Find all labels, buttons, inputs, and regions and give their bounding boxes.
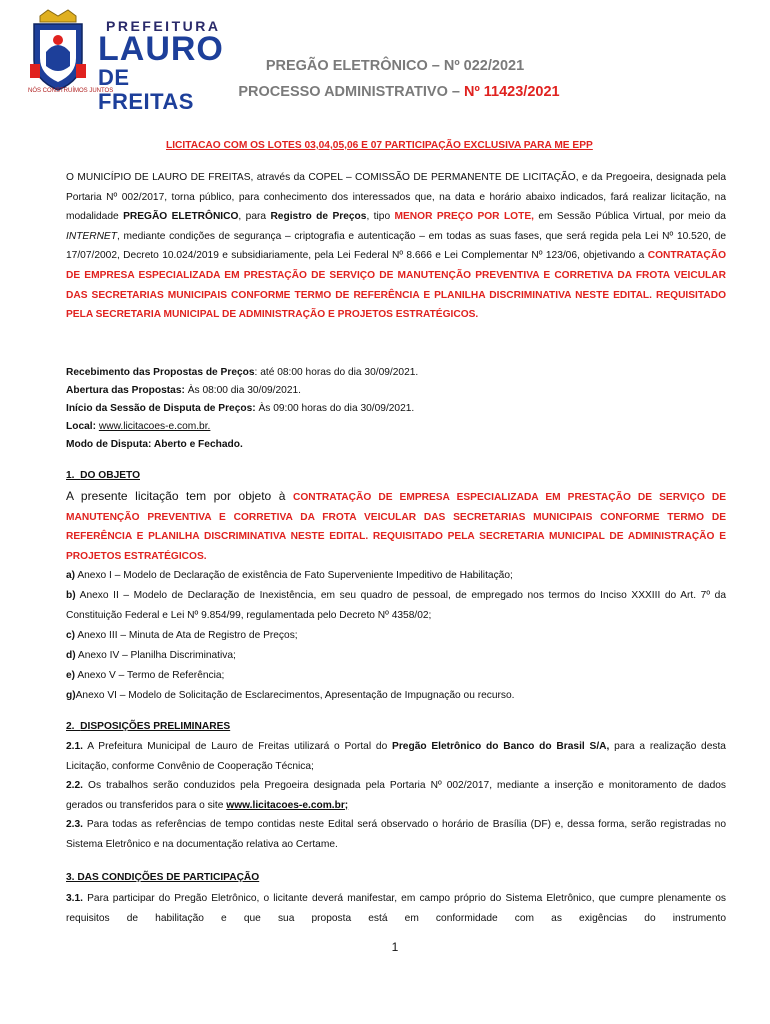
annex-key: a): [66, 570, 76, 581]
clause-text: Os trabalhos serão conduzidos pela Pregoeira designada pela Portaria Nº 002/2017, mediante a inserção e monitoramento de dados gerados ou transferidos para o site: [66, 780, 726, 811]
intro-text-4: em Sessão Pública Virtual, por meio da: [533, 211, 726, 223]
lots-subtitle: LICITACAO COM OS LOTES 03,04,05,06 E 07 PARTICIPAÇÃO EXCLUSIVA PARA ME EPP: [166, 140, 593, 151]
schedule-value-opening: Às 08:00 dia 30/09/2021.: [184, 385, 302, 396]
section-1-number: 1.: [66, 470, 75, 481]
clause-site-link[interactable]: www.licitacoes-e.com.br;: [226, 799, 349, 811]
schedule-label-session: Início da Sessão de Disputa de Preços:: [66, 403, 256, 414]
clause-key: 2.3.: [66, 819, 83, 831]
clause-2-2: [66, 776, 726, 815]
logo-motto: NÓS CONSTRUÍMOS JUNTOS: [28, 88, 114, 94]
clause-3-1: [66, 889, 726, 928]
schedule-local-link[interactable]: www.licitacoes-e.com.br.: [98, 421, 211, 432]
annex-key: g): [66, 690, 76, 701]
clause-text: para a realização desta Licitação, conforme Convênio de Cooperação Técnica;: [66, 741, 726, 772]
section-2-number: 2.: [66, 721, 75, 732]
intro-tipo: MENOR PREÇO POR LOTE,: [394, 211, 534, 223]
annex-text: Anexo VI – Modelo de Solicitação de Esclarecimentos, Apresentação de Impugnação ou recurso.: [75, 690, 515, 701]
logo-prefeitura-text: PREFEITURA: [106, 18, 221, 34]
document-title: PREGÃO ELETRÔNICO – Nº 022/2021: [265, 58, 525, 74]
section-1-object: [66, 487, 726, 566]
annex-text: Anexo II – Modelo de Declaração de Inexistência, em seu quadro de pessoal, de empregado nos termos do Inciso XXXIII do Art. 7º da Constituição Federal e Lei Nº 9.854/99, regulamentada pelo Decreto Nº 4358/02;: [66, 590, 726, 621]
intro-objeto: CONTRATAÇÃO DE EMPRESA ESPECIALIZADA EM PRESTAÇÃO DE SERVIÇO DE MANUTENÇÃO PREVENTIVA E CORRETIVA DA FROTA VEICULAR DAS SECRETARIAS MUNICIPAIS CONFORME TERMO DE REFERÊNCIA E PLANILHA DISCRIMINATIVA NESTE EDITAL. REQUISITADO PELA SECRETARIA MUNICIPAL DE ADMINISTRAÇÃO E PROJETOS ESTRATÉGICOS.: [66, 250, 726, 321]
clause-text: Para participar do Pregão Eletrônico, o licitante deverá manifestar, em campo próprio do Sistema Eletrônico, que cumpre plenamente os requisitos de habilitação e que sua proposta está em conformidade com as exigências do instrumento: [66, 893, 726, 924]
section-2-body: [66, 737, 726, 855]
schedule-dispute-mode: Modo de Disputa: Aberto e Fechado.: [66, 439, 243, 450]
clause-key: 2.1.: [66, 741, 83, 752]
annex-key: d): [66, 650, 76, 661]
annex-item-g: [66, 686, 726, 706]
intro-modalidade: PREGÃO ELETRÔNICO: [123, 211, 239, 223]
logo-name-line1: LAURO: [98, 30, 224, 68]
annex-key: c): [66, 630, 76, 641]
schedule-value-receipt: : até 08:00 horas do dia 30/09/2021.: [254, 367, 419, 378]
section-1-title: DO OBJETO: [80, 470, 140, 481]
section-2-heading: [66, 721, 230, 732]
schedule-label-local: Local:: [66, 421, 97, 432]
schedule-block: [66, 364, 726, 454]
annex-item-d: [66, 646, 726, 666]
schedule-value-session: Às 09:00 horas do dia 30/09/2021.: [255, 403, 415, 414]
section-3-heading: 3. DAS CONDIÇÕES DE PARTICIPAÇÃO: [66, 872, 260, 883]
intro-text-3: , tipo: [366, 211, 395, 223]
prefeitura-logo: [26, 8, 224, 114]
annex-text: Anexo V – Termo de Referência;: [75, 670, 225, 681]
intro-registro: Registro de Preços: [270, 211, 367, 223]
annex-key: b): [66, 590, 76, 601]
intro-text-2: , para: [238, 211, 271, 223]
annex-list: [66, 566, 726, 706]
annex-text: Anexo I – Modelo de Declaração de existência de Fato Superveniente Impeditivo de Habilitação;: [75, 570, 513, 581]
section-1-objeto: CONTRATAÇÃO DE EMPRESA ESPECIALIZADA EM PRESTAÇÃO DE SERVIÇO DE MANUTENÇÃO PREVENTIVA E CORRETIVA DA FROTA VEICULAR DAS SECRETARIAS MUNICIPAIS CONFORME TERMO DE REFERÊNCIA E PLANILHA DISCRIMINATIVA NESTE EDITAL. REQUISITADO PELA SECRETARIA MUNICIPAL DE ADMINISTRAÇÃO E PROJETOS ESTRATÉGICOS.: [66, 492, 726, 562]
annex-text: Anexo IV – Planilha Discriminativa;: [75, 650, 236, 661]
logo-name-line2: DE FREITAS: [98, 65, 194, 114]
clause-text: Para todas as referências de tempo contidas neste Edital será observado o horário de Brasília (DF) e, dessa forma, serão registradas no Sistema Eletrônico e na documentação relativa ao Certame.: [66, 819, 726, 850]
intro-paragraph: [66, 168, 726, 325]
annex-key: e): [66, 670, 76, 681]
clause-key: 3.1.: [66, 893, 83, 904]
clause-2-1: [66, 737, 726, 776]
clause-text: A Prefeitura Municipal de Lauro de Freitas utilizará o Portal do: [83, 741, 393, 752]
annex-item-e: [66, 666, 726, 686]
city-crest-icon: [26, 8, 90, 94]
clause-key: 2.2.: [66, 780, 83, 792]
schedule-label-receipt: Recebimento das Propostas de Preços: [66, 367, 255, 378]
section-1-heading: [66, 470, 140, 481]
section-2-title: DISPOSIÇÕES PRELIMINARES: [80, 721, 231, 732]
intro-text-5: , mediante condições de segurança – criptografia e autenticação – em todas as suas fases, que será regida pela Lei Nº 10.520, de 17/07/2002, Decreto 10.024/2019 e subsidiariamente, pela Lei Federal Nº 8.666 e Lei Complementar Nº 123/06, objetivando a: [66, 230, 726, 262]
process-heading: [14, 84, 770, 100]
clause-2-3: [66, 815, 726, 854]
process-number: Nº 11423/2021: [463, 84, 560, 100]
annex-item-b: [66, 586, 726, 626]
process-prefix: PROCESSO ADMINISTRATIVO –: [238, 84, 464, 100]
annex-text: Anexo III – Minuta de Ata de Registro de Preços;: [75, 630, 298, 641]
schedule-label-opening: Abertura das Propostas:: [66, 385, 185, 396]
intro-internet: INTERNET: [66, 230, 117, 242]
annex-item-c: [66, 626, 726, 646]
section-3-body: [66, 889, 726, 928]
annex-item-a: [66, 566, 726, 586]
section-1-lead: A presente licitação tem por objeto à: [66, 489, 293, 503]
intro-text-1: O MUNICÍPIO DE LAURO DE FREITAS, através da COPEL – COMISSÃO DE PERMANENTE DE LICITAÇÃO, e da Pregoeira, designada pela Portaria Nº 002/2017, torna público, para conhecimento dos interessados que, na data e horário abaixo indicados, fará realizar licitação, na modalidade: [66, 172, 726, 223]
clause-portal: Pregão Eletrônico do Banco do Brasil S/A,: [392, 741, 610, 752]
page-number: 1: [391, 940, 399, 954]
